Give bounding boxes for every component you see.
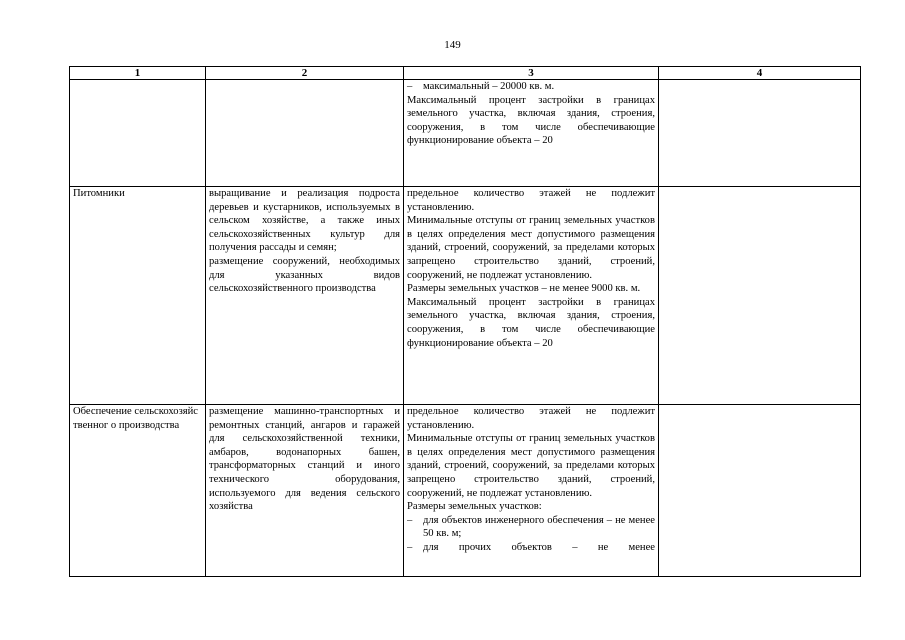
table-row xyxy=(70,405,861,577)
paragraph: Минимальные отступы от границ земельных участков в целях определения мест допустимого размещения зданий, строений, сооружений, за пределами которых запрещено строительство зданий, строений, сооружений, не подлежат установлению. xyxy=(407,215,655,281)
regulations-table xyxy=(69,66,861,577)
cell-use-description xyxy=(206,80,404,187)
dash-item xyxy=(407,541,655,555)
cell-parameters xyxy=(404,80,659,187)
dash-item xyxy=(407,80,655,94)
table-row xyxy=(70,187,861,405)
dash-item-text: для объектов инженерного обеспечения – не менее 50 кв. м; xyxy=(423,514,655,540)
paragraph: Размеры земельных участков: xyxy=(407,501,542,513)
paragraph: Размеры земельных участков – не менее 9000 кв. м. xyxy=(407,283,641,295)
cell-parameters xyxy=(404,187,659,405)
dash-item-text: максимальный – 20000 кв. м. xyxy=(423,81,555,92)
paragraph: размещение машинно-транспортных и ремонтных станций, ангаров и гаражей для сельскохозяйственной техники, амбаров, водонапорных башен, трансформаторных станций и иного технического оборудования, используемого для ведения сельского хозяйства xyxy=(209,406,400,513)
paragraph: предельное количество этажей не подлежит установлению. xyxy=(407,406,655,431)
paragraph: Минимальные отступы от границ земельных участков в целях определения мест допустимого размещения зданий, строений, сооружений, за пределами которых запрещено строительство зданий, строений, сооружений, не подлежат установлению. xyxy=(407,433,655,499)
paragraph: размещение сооружений, необходимых для указанных видов сельскохозяйственного производства xyxy=(209,255,400,295)
paragraph: Максимальный процент застройки в границах земельного участка, включая здания, строения, сооружения, в том числе обеспечивающие функционирование объекта – 20 xyxy=(407,296,655,349)
cell-notes xyxy=(659,187,861,405)
dash-marker: – xyxy=(407,81,413,92)
table-row xyxy=(70,80,861,187)
cell-use-description xyxy=(206,405,404,577)
dash-item-text: для прочих объектов – не менее xyxy=(423,541,655,553)
paragraph: Максимальный процент застройки в границах земельного участка, включая здания, строения, сооружения, в том числе обеспечивающие функционирование объекта – 20 xyxy=(407,94,655,147)
cell-land-use-type: Обеспечение сельскохозяйственног о производства xyxy=(70,405,206,577)
dash-item xyxy=(407,514,655,541)
cell-notes xyxy=(659,405,861,577)
column-header-4: 4 xyxy=(659,67,861,80)
dash-marker: – xyxy=(407,514,413,526)
column-header-3: 3 xyxy=(404,67,659,80)
cell-notes xyxy=(659,80,861,187)
header-row xyxy=(70,67,861,80)
cell-parameters xyxy=(404,405,659,577)
column-header-1: 1 xyxy=(70,67,206,80)
column-header-2: 2 xyxy=(206,67,404,80)
paragraph: выращивание и реализация подроста деревьев и кустарников, используемых в сельском хозяйстве, а также иных сельскохозяйственных культур для получения рассады и семян; xyxy=(209,188,400,254)
cell-use-description xyxy=(206,187,404,405)
cell-land-use-type xyxy=(70,80,206,187)
cell-land-use-type: Питомники xyxy=(70,187,206,405)
page-number: 149 xyxy=(444,39,461,51)
dash-marker: – xyxy=(407,541,413,553)
paragraph: предельное количество этажей не подлежит установлению. xyxy=(407,188,655,213)
